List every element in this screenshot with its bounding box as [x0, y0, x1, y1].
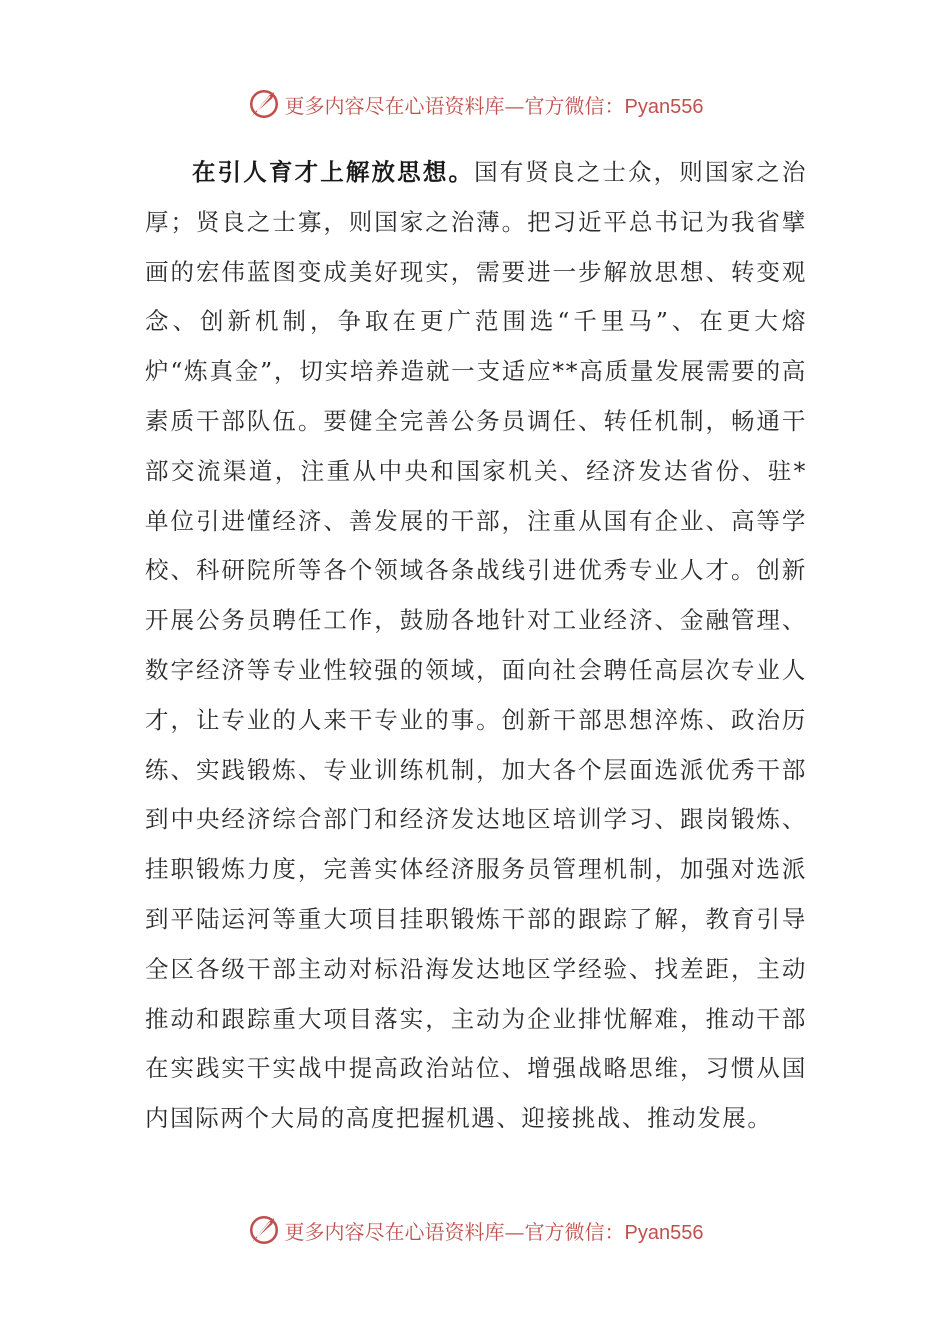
header-banner-text — [285, 90, 704, 119]
paragraph-text: 国有贤良之士众，则国家之治厚；贤良之士寡，则国家之治薄。把习近平总书记为我省擘画的宏伟蓝图变成美好现实，需要进一步解放思想、转变观念、创新机制，争取在更广范围选“千里马”、在更大熔炉“炼真金”，切实培养造就一支适应**高质量发展需要的高素质干部队伍。要健全完善公务员调任、转任机制，畅通干部交流渠道，注重从中央和国家机关、经济发达省份、驻*单位引进懂经济、善发展的干部，注重从国有企业、高等学校、科研院所等各个领域各条战线引进优秀专业人才。创新开展公务员聘任工作，鼓励各地针对工业经济、金融管理、数字经济等专业性较强的领域，面向社会聘任高层次专业人才，让专业的人来干专业的事。创新干部思想淬炼、政治历练、实践锻炼、专业训练机制，加大各个层面选派优秀干部到中央经济综合部门和经济发达地区培训学习、跟岗锻炼、挂职锻炼力度，完善实体经济服务员管理机制，加强对选派到平陆运河等重大项目挂职锻炼干部的跟踪了解，教育引导全区各级干部主动对标沿海发达地区学经验、找差距，主动推动和跟踪重大项目落实，主动为企业排忧解难，推动干部在实践实干实战中提高政治站位、增强战略思维，习惯从国内国际两个大局的高度把握机遇、迎接挑战、推动发展。 — [145, 158, 807, 1133]
footer-banner-dash: — — [504, 1219, 525, 1244]
paragraph-lead-heading: 在引人育才上解放思想。 — [192, 158, 475, 186]
body-paragraph — [145, 148, 807, 1144]
header-banner-sub: 官方微信： — [524, 93, 625, 118]
footer-banner-text — [285, 1216, 704, 1245]
footer-wechat-id: Pyan556 — [624, 1221, 704, 1244]
header-banner-dash: — — [504, 93, 525, 118]
header-banner-main: 更多内容尽在心语资料库 — [284, 93, 505, 118]
footer-banner-main: 更多内容尽在心语资料库 — [284, 1219, 505, 1244]
document-body — [145, 148, 807, 1144]
header-wechat-id: Pyan556 — [624, 95, 704, 118]
quill-pen-logo-icon — [247, 87, 281, 121]
quill-pen-logo-icon — [247, 1213, 281, 1247]
header-banner — [0, 84, 950, 124]
footer-banner — [0, 1210, 950, 1250]
footer-banner-sub: 官方微信： — [524, 1219, 625, 1244]
